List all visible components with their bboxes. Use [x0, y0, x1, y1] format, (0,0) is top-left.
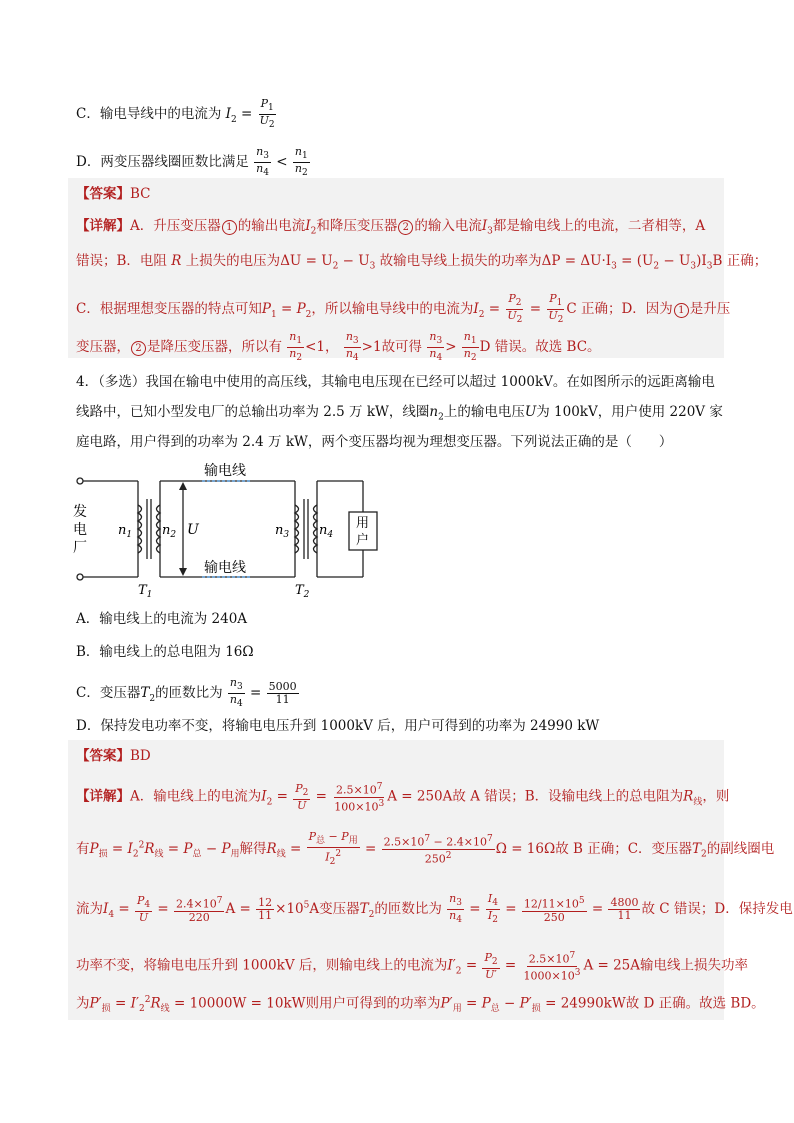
detail-text: 的输入电流	[414, 218, 482, 234]
user-label-1: 用	[356, 516, 370, 531]
detail-text: 都是输电线上的电流，二者相等，A	[492, 218, 706, 234]
n4-label: $n_4$	[319, 523, 334, 540]
detail-text: 变压器	[319, 901, 360, 918]
option-text: C．变压器	[76, 685, 141, 702]
detail-text: 故 C 错误；D．保持发电	[641, 901, 793, 918]
q4-stem-line-2: 线路中，已知小型发电厂的总输出功率为 2.5 万 kW，线圈$n_2$上的输电电压U为 100kV，用户使用 220V 家	[76, 404, 723, 423]
answer-label: 【答案】	[76, 748, 130, 764]
detail-text: 有	[76, 841, 90, 858]
detail-text: 流为	[76, 901, 103, 918]
detail-text: 的匝数比为	[374, 901, 442, 918]
q3-detail-line-2: 错误；B．电阻 R 上损失的电压为$\Delta U = U_2 - U_3$ 故输电导线上损失的功率为$\Delta P = \Delta U\cdot I_3 = (U_2 - U_3)I_3B$ 正确；	[76, 253, 768, 272]
detail-text: 输电线上损失功率	[640, 957, 749, 974]
detail-text: 是降压变压器，所以有	[147, 339, 282, 356]
detail-text: 则用户可得到的功率为	[305, 995, 441, 1012]
detail-text: 故 A 错误；B．设输电线上的总电阻为	[452, 788, 684, 805]
detail-text: C．根据理想变压器的特点可知	[76, 301, 262, 318]
detail-text: ，所以输电导线中的电流为	[311, 301, 474, 318]
detail-text: 为	[76, 995, 90, 1012]
n2-label: $n_2$	[162, 523, 177, 540]
option-text: 的匝数比为	[155, 685, 223, 702]
q3-detail-line-4: 变压器， 2 是降压变压器，所以有 $\frac{n_1}{n_2}$ <1， $\frac{n_3}{n_4}$ >1故可得 $\frac{n_3}{n_4}$ > $\frac{n_1}{n_2}$ D 错误。故选 BC。	[76, 330, 601, 364]
q3-option-d-text: D．两变压器线圈匝数比满足	[76, 154, 249, 171]
answer-value: BC	[130, 186, 151, 202]
q4-detail-line-4: 功率不变，将输电电压升到 1000kV 后，则输电线上的电流为$I'_2$ = $\frac{P_2}{U'}$ = $\frac{2.5\times 10^7}{1000\times 10^3}$ A = 25A输电线上损失功率	[76, 950, 749, 983]
detail-text: 错误；B．电阻	[76, 253, 167, 269]
t1-label: $T_1$	[138, 583, 153, 600]
q4-detail-line-3: 流为$I_4$ = $\frac{P_4}{U}$ = $\frac{2.4\times 10^7}{220}$ A = $\frac{12}{11}$ $\times 10^5A$变压器$T_2$的匝数比为 $\frac{n_3}{n_4}$ = $\frac{I_4}{I_2}$ = $\frac{12/11\times 10^5}{250}$ = $\frac{4800}{11}$ 故 C 错误；D．保持发电	[76, 892, 793, 926]
detail-text: 故 D 正确。故选 BD。	[625, 995, 765, 1012]
q3-answer-line	[76, 184, 151, 204]
q3-option-d: D．两变压器线圈匝数比满足 $\frac{n_3}{n_4}$ < $\frac{n_1}{n_2}$	[76, 145, 308, 179]
detail-label: 【详解】	[76, 788, 130, 805]
bottom-line-label: 输电线	[204, 560, 246, 576]
transmission-circuit-diagram	[70, 462, 390, 602]
detail-text: 的副线圈电	[706, 841, 775, 858]
source-label-2: 电	[73, 522, 87, 538]
q4-option-b: B．输电线上的总电阻为 16Ω	[76, 644, 254, 660]
fraction: $\frac{P_1}{U_2}$	[259, 97, 275, 131]
source-label-1: 发	[73, 504, 87, 520]
q4-option-d: D．保持发电功率不变，将输电电压升到 1000kV 后，用户可得到的功率为 24990 kW	[76, 718, 600, 734]
stem-text: 线路中，已知小型发电厂的总输出功率为 2.5 万 kW，线圈	[76, 404, 430, 420]
q3-detail-line-3: C．根据理想变压器的特点可知$P_1 = P_2$，所以输电导线中的电流为$I_2$ = $\frac{P_2}{U_2}$ = $\frac{P_1}{U_2}$ C 正确；D．因为 1 是升压	[76, 292, 731, 326]
detail-text: 故可得	[381, 339, 423, 356]
stem-text: 上的输电电压	[443, 404, 525, 420]
q3-option-c: C．输电导线中的电流为 $I_2$ = $\frac{P_1}{U_2}$	[76, 97, 275, 131]
q4-detail-line-2: 有$P_损 = I_2^2R_线 = P_总 - P_用$解得$R_线$ = $\frac{P_总 - P_用}{I_2^2}$ = $\frac{2.5\times 10^7 - 2.4\times 10^7}{250^2}$ Ω = 16Ω故 B 正确；C．变压器$T_2$的副线圈电	[76, 830, 775, 868]
detail-text: 功率不变，将输电电压升到 1000kV 后，则输电线上的电流为	[76, 957, 448, 974]
detail-text: A．输电线上的电流为	[130, 788, 262, 805]
answer-value: BD	[130, 748, 151, 764]
t2-label: $T_2$	[295, 583, 310, 600]
detail-label: 【详解】	[76, 218, 130, 234]
detail-text: 故 B 正确；C．变压器	[555, 841, 693, 858]
detail-text: 是升压	[689, 301, 731, 318]
detail-text: 和降压变压器	[316, 218, 398, 234]
t2-text: T	[295, 583, 304, 598]
q4-option-c: C．变压器$T_2$的匝数比为 $\frac{n_3}{n_4}$ = $\frac{5000}{11}$	[76, 676, 297, 710]
q3-option-c-text: C．输电导线中的电流为	[76, 106, 222, 123]
stem-text: 为 100kV，用户使用 220V 家	[536, 404, 723, 420]
user-label-2: 户	[356, 533, 370, 548]
q4-answer-line	[76, 746, 151, 766]
detail-text: 上损失的电压为	[185, 253, 281, 269]
top-line-label: 输电线	[204, 463, 246, 479]
q4-detail-line-5: 为$P'_损 = I'_2^2R_线 = 10000W = 10kW$则用户可得到的功率为$P'_用 = P_总 - P'_损 = 24990kW$故 D 正确。故选 BD。	[76, 995, 765, 1015]
detail-text: ，则	[702, 788, 730, 805]
q4-option-a: A．输电线上的电流为 240A	[76, 611, 248, 627]
detail-text: 的输出电流	[237, 218, 306, 234]
detail-text: A．升压变压器	[130, 218, 221, 234]
q4-stem-line-3: 庭电路，用户得到的功率为 2.4 万 kW，两个变压器均视为理想变压器。下列说法正确的是（ ）	[76, 434, 673, 450]
t1-text: T	[138, 583, 147, 598]
q3-detail-line-1: 【详解】A．升压变压器 1 的输出电流$I_2$和降压变压器 2 的输入电流$I_3$都是输电线上的电流，二者相等，A	[76, 218, 706, 237]
detail-text: C 正确；D．因为	[566, 301, 673, 318]
q4-detail-line-1: 【详解】A．输电线上的电流为$I_2$ = $\frac{P_2}{U}$ = $\frac{2.5\times 10^7}{100\times 10^3}$ A = 250A故 A 错误；B．设输电线上的总电阻为$R_线$，则	[76, 781, 730, 814]
detail-text: 解得	[239, 841, 267, 858]
source-label-3: 厂	[73, 540, 87, 556]
detail-text: 故输电导线上损失的功率为	[379, 253, 542, 269]
detail-text: B 正确；	[712, 253, 768, 269]
q4-stem-line-1: 4．（多选）我国在输电中使用的高压线，其输电电压现在已经可以超过 1000kV。在如图所示的远距离输电	[76, 374, 715, 390]
answer-label: 【答案】	[76, 186, 130, 202]
u-label: U	[187, 522, 199, 538]
detail-text: D 错误。故选 BC。	[479, 339, 601, 356]
n1-label: $n_1$	[118, 523, 133, 540]
n3-label: $n_3$	[275, 523, 290, 540]
detail-text: 变压器，	[76, 339, 130, 356]
